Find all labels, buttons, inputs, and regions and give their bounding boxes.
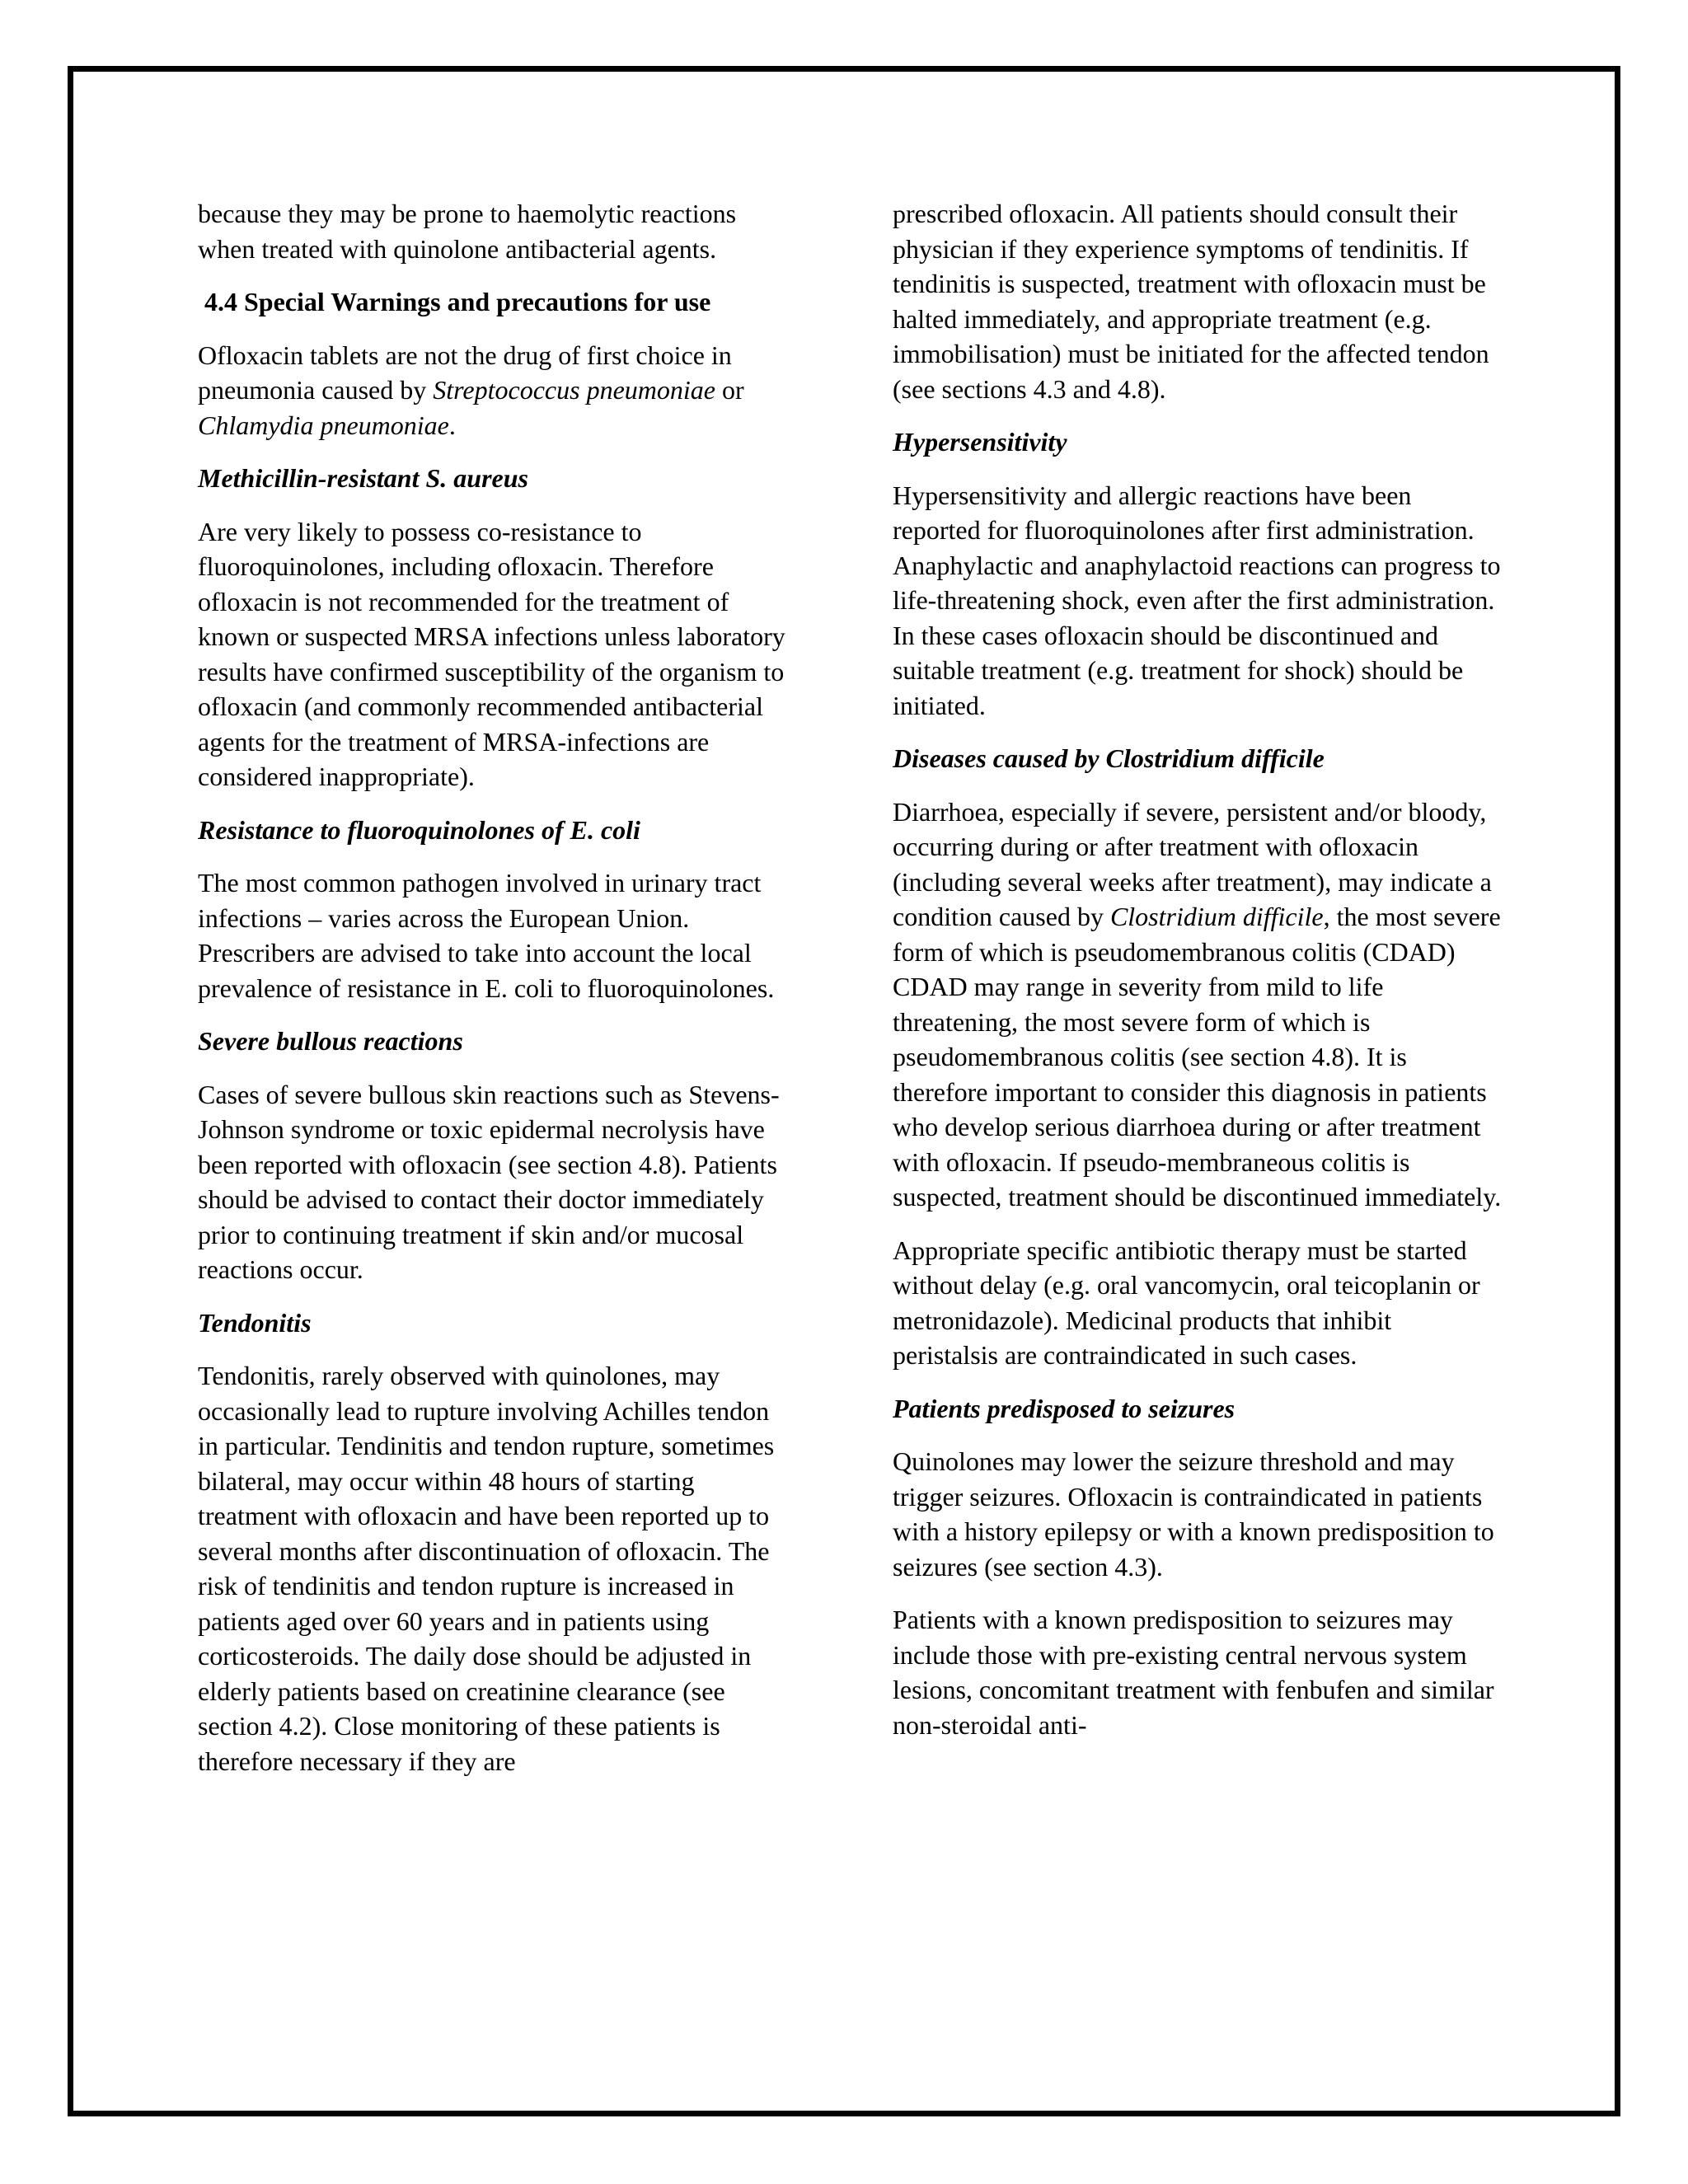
antibiotic-paragraph: Appropriate specific antibiotic therapy must be started without delay (e.g. oral vancomycin, oral teicoplanin or metronidazole). Medicinal products that inhibit peristalsis are contraindicated in such cases. [893, 1235, 1480, 1370]
bullous-paragraph: Cases of severe bullous skin reactions such as Stevens-Johnson syndrome or toxic epidermal necrolysis have been reported with ofloxacin (see section 4.8). Patients should be advised to contact their doctor immediately prior to continuing treatment if skin and/or mucosal reactions occur. [198, 1079, 780, 1284]
seizures-paragraph-2: Patients with a known predisposition to seizures may include those with pre-existing central nervous system lesions, concomitant treatment with fenbufen and similar non-steroidal anti- [893, 1605, 1494, 1740]
seizures-paragraph: Quinolones may lower the seizure threshold and may trigger seizures. Ofloxacin is contraindicated in patients with a history epilepsy or with a known predisposition to seizures (see section 4.3). [893, 1446, 1494, 1582]
ecoli-paragraph: The most common pathogen involved in urinary tract infections – varies across the European Union. Prescribers are advised to take into account the local prevalence of resistance in E. coli to fluoroquinolones. [198, 868, 775, 1003]
intro-text-1: Ofloxacin tablets are not the drug of first choice in pneumonia caused by [198, 340, 732, 405]
right-column [893, 196, 1503, 1760]
cdiff-paragraph [893, 794, 1503, 1215]
section-heading: 4.4 Special Warnings and precautions for use [204, 287, 711, 316]
hypersensitivity-paragraph: Hypersensitivity and allergic reactions have been reported for fluoroquinolones after first administration. Anaphylactic and anaphylactoid reactions can progress to life-threatening shock, even after the first administration. In these cases ofloxacin should be discontinued and suitable treatment (e.g. treatment for shock) should be initiated. [893, 480, 1501, 720]
intro-paragraph [198, 338, 796, 443]
tendonitis-paragraph: Tendonitis, rarely observed with quinolones, may occasionally lead to rupture involving Achilles tendon in particular. Tendinitis and tendon rupture, sometimes bilateral, may occur within 48 hours of starting treatment with ofloxacin and have been reported up to several months after discontinuation of ofloxacin. The risk of tendinitis and tendon rupture is increased in patients aged over 60 years and in patients using corticosteroids. The daily dose should be adjusted in elderly patients based on creatinine clearance (see section 4.2). Close monitoring of these patients is therefore necessary if they are [198, 1361, 775, 1776]
intro-italic-1: Streptococcus pneumoniae [433, 375, 715, 405]
cdiff-text-1: Diarrhoea, especially if severe, persistent and/or bloody, occurring during or after treatment with ofloxacin (including several weeks after treatment), may indicate a condition caused by [893, 796, 1492, 931]
intro-text-2: or [715, 375, 744, 405]
mrsa-heading: Methicillin-resistant S. aureus [198, 463, 528, 493]
tendonitis-heading: Tendonitis [198, 1307, 312, 1338]
cdiff-italic-1: Clostridium difficile [1109, 902, 1324, 931]
intro-text-3: . [448, 410, 456, 440]
cdiff-text-2: , the most severe form of which is pseudomembranous colitis (CDAD) CDAD may range in severity from mild to life threatening, the most severe form of which is pseudomembranous colitis (see section 4.8). It is therefore important to consider this diagnosis in patients who develop serious diarrhoea during or after treatment with ofloxacin. If pseudo-membraneous colitis is suspected, treatment should be discontinued immediately. [893, 902, 1502, 1212]
mrsa-paragraph: Are very likely to possess co-resistance to fluoroquinolones, including ofloxacin. Therefore ofloxacin is not recommended for the treatment of known or suspected MRSA infections unless laboratory results have confirmed susceptibility of the organism to ofloxacin (and commonly recommended antibacterial agents for the treatment of MRSA-infections are considered inappropriate). [198, 516, 785, 791]
continued-paragraph-right: prescribed ofloxacin. All patients should consult their physician if they experience symptoms of tendinitis. If tendinitis is suspected, treatment with ofloxacin must be halted immediately, and appropriate treatment (e.g. immobilisation) must be initiated for the affected tendon (see sections 4.3 and 4.8). [893, 199, 1489, 404]
left-column [198, 196, 808, 1797]
intro-italic-2: Chlamydia pneumoniae [198, 410, 449, 440]
ecoli-heading: Resistance to fluoroquinolones of E. coli [198, 814, 640, 845]
cdiff-heading: Diseases caused by Clostridium difficile [893, 743, 1325, 773]
bullous-heading: Severe bullous reactions [198, 1026, 463, 1056]
continued-paragraph: because they may be prone to haemolytic reactions when treated with quinolone antibacterial agents. [198, 199, 737, 264]
seizures-heading: Patients predisposed to seizures [893, 1393, 1236, 1423]
hypersensitivity-heading: Hypersensitivity [893, 427, 1067, 457]
